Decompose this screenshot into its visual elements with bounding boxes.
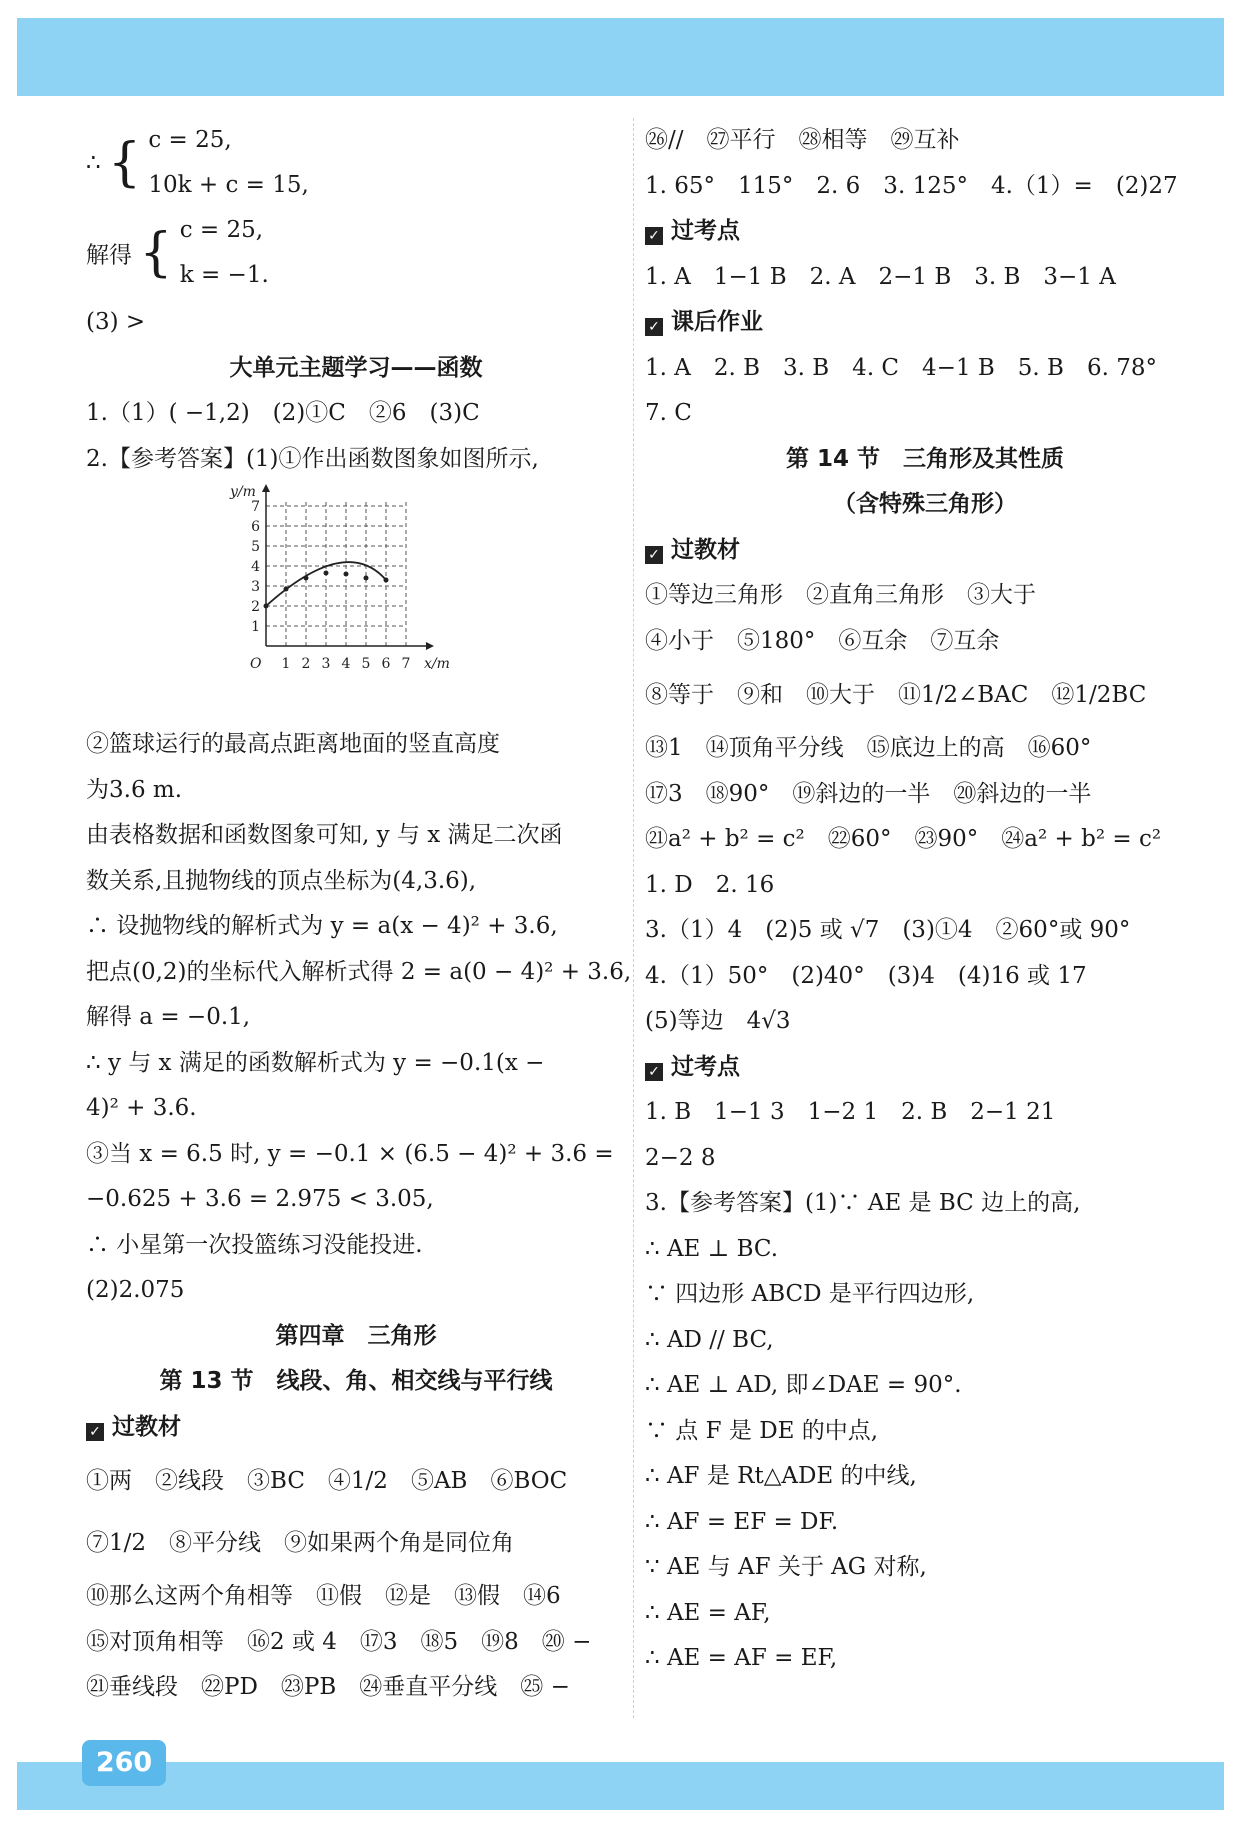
y-tick: 1	[251, 619, 260, 635]
x-tick: 1	[281, 656, 291, 672]
body-line: ②篮球运行的最高点距离地面的竖直高度	[86, 731, 500, 757]
answer-line: 7. C	[645, 400, 692, 426]
x-tick: 7	[401, 656, 411, 672]
section-heading-label: 过考点	[671, 218, 740, 244]
y-tick: 7	[251, 499, 260, 515]
y-tick: 3	[251, 579, 260, 595]
answer-line: ⑦1/2 ⑧平分线 ⑨如果两个角是同位角	[86, 1530, 515, 1556]
answer-line: ⑬1 ⑭顶角平分线 ⑮底边上的高 ⑯60°	[645, 735, 1092, 761]
answer-line: ㉑垂线段 ㉒PD ㉓PB ㉔垂直平分线 ㉕ −	[86, 1674, 570, 1700]
section-14-subtitle: （含特殊三角形）	[833, 491, 1017, 517]
therefore-symbol: ∴	[86, 150, 101, 176]
body-line: 把点(0,2)的坐标代入解析式得 2 = a(0 − 4)² + 3.6,	[86, 958, 632, 985]
section-heading	[645, 1045, 1205, 1091]
checkbox-icon: ✓	[645, 227, 663, 245]
y-tick: 5	[251, 539, 260, 555]
answer-line: ⑮对顶角相等 ⑯2 或 4 ⑰3 ⑱5 ⑲8 ⑳ −	[86, 1628, 592, 1655]
origin-label: O	[250, 656, 262, 672]
body-line: (2)2.075	[86, 1277, 185, 1303]
x-tick: 3	[321, 656, 331, 672]
answer-line: ④小于 ⑤180° ⑥互余 ⑦互余	[645, 627, 1000, 654]
answer-line: ∴ AE = AF = EF,	[645, 1645, 838, 1671]
x-tick: 5	[361, 656, 371, 672]
graph-svg	[226, 482, 456, 717]
answer-line: (5)等边 4√3	[645, 1008, 791, 1034]
x-tick: 6	[381, 656, 391, 672]
footer-band	[17, 1762, 1224, 1810]
body-line: ∴ 小星第一次投篮练习没能投进.	[86, 1231, 423, 1258]
answer-line: 1. 65° 115° 2. 6 3. 125° 4.（1）= (2)27	[645, 172, 1178, 199]
section-heading-label: 过教材	[112, 1413, 181, 1440]
answer-line: 1. B 1−1 3 1−2 1 2. B 2−1 21	[645, 1099, 1056, 1125]
system2-line1: c = 25,	[179, 217, 264, 243]
answer-line: 1. D 2. 16	[645, 871, 775, 898]
answer-line: ∴ AE = AF,	[645, 1599, 771, 1626]
system1-line2: 10k + c = 15,	[148, 172, 309, 198]
section-heading	[645, 528, 1205, 574]
body-line: ∴ y 与 x 满足的函数解析式为 y = −0.1(x −	[86, 1049, 545, 1076]
header-band	[17, 18, 1224, 96]
brace-icon: {	[139, 223, 173, 283]
answer-line: ∴ AF 是 Rt△ADE 的中线,	[645, 1463, 917, 1489]
answer-line: ⑩那么这两个角相等 ⑪假 ⑫是 ⑬假 ⑭6	[86, 1583, 561, 1609]
section-heading-label: 过考点	[671, 1053, 740, 1080]
solve-label: 解得	[86, 242, 132, 269]
body-line: ∴ 设抛物线的解析式为 y = a(x − 4)² + 3.6,	[86, 913, 558, 939]
body-line: ③当 x = 6.5 时, y = −0.1 × (6.5 − 4)² + 3.6 =	[86, 1140, 614, 1167]
answer-line: 1. A 1−1 B 2. A 2−1 B 3. B 3−1 A	[645, 263, 1116, 290]
answer-line: 3.（1）4 (2)5 或 √7 (3)①4 ②60°或 90°	[645, 917, 1131, 943]
x-tick: 2	[301, 656, 311, 672]
column-divider	[633, 118, 634, 1718]
y-tick: 2	[251, 599, 260, 615]
y-tick: 6	[251, 519, 260, 535]
checkbox-icon: ✓	[645, 1063, 663, 1081]
answer-line: ㉖// ㉗平行 ㉘相等 ㉙互补	[645, 127, 960, 153]
answer-line: 2−2 8	[645, 1144, 716, 1171]
answer-line: ∴ AE ⊥ AD, 即∠DAE = 90°.	[645, 1372, 962, 1398]
section-heading	[645, 209, 1205, 255]
x-axis-label: x/m	[424, 656, 450, 672]
question-1: 1.（1）( −1,2) (2)①C ②6 (3)C	[86, 400, 480, 426]
system1-line1: c = 25,	[148, 127, 232, 153]
section-heading	[86, 1405, 626, 1451]
answer-line: 3.【参考答案】(1)∵ AE 是 BC 边上的高,	[645, 1190, 1081, 1216]
section-heading-label: 过教材	[671, 536, 740, 563]
body-line: 4)² + 3.6.	[86, 1095, 197, 1121]
answer-line: ㉑a² + b² = c² ㉒60° ㉓90° ㉔a² + b² = c²	[645, 826, 1162, 852]
answer-line: ⑧等于 ⑨和 ⑩大于 ⑪1/2∠BAC ⑫1/2BC	[645, 682, 1147, 708]
body-line: 由表格数据和函数图象可知, y 与 x 满足二次函	[86, 822, 563, 848]
right-column	[645, 118, 1205, 1682]
answer-line: 4.（1）50° (2)40° (3)4 (4)16 或 17	[645, 962, 1087, 989]
answer-line: ∵ AE 与 AF 关于 AG 对称,	[645, 1554, 927, 1580]
unit-title: 大单元主题学习——函数	[229, 354, 483, 381]
section-heading	[645, 300, 1205, 346]
answer-line: ①等边三角形 ②直角三角形 ③大于	[645, 582, 1036, 608]
section-heading-label: 课后作业	[671, 309, 763, 335]
equation-system-1	[86, 118, 626, 208]
answer-line: ∵ 四边形 ABCD 是平行四边形,	[645, 1281, 975, 1307]
answer-line: ∴ AF = EF = DF.	[645, 1508, 839, 1535]
answer-line: ∵ 点 F 是 DE 的中点,	[645, 1417, 879, 1444]
answer-line: ①两 ②线段 ③BC ④1/2 ⑤AB ⑥BOC	[86, 1468, 568, 1494]
y-tick: 4	[251, 559, 260, 575]
answer-3: (3) >	[86, 309, 146, 335]
question-2: 2.【参考答案】(1)①作出函数图象如图所示,	[86, 445, 539, 472]
left-column	[86, 118, 632, 1711]
body-line: 数关系,且抛物线的顶点坐标为(4,3.6),	[86, 867, 477, 894]
chapter-title: 第四章 三角形	[275, 1322, 437, 1349]
section-14-title: 第 14 节 三角形及其性质	[785, 445, 1065, 472]
body-line: 解得 a = −0.1,	[86, 1004, 251, 1030]
section-13-title: 第 13 节 线段、角、相交线与平行线	[159, 1368, 553, 1394]
body-line: −0.625 + 3.6 = 2.975 < 3.05,	[86, 1186, 434, 1212]
answer-line: 1. A 2. B 3. B 4. C 4−1 B 5. B 6. 78°	[645, 354, 1157, 381]
function-graph	[86, 482, 626, 722]
checkbox-icon: ✓	[645, 546, 663, 564]
answer-line: ∴ AD // BC,	[645, 1326, 774, 1353]
page-number: 260	[82, 1740, 166, 1786]
equation-system-2	[86, 208, 626, 300]
system2-line2: k = −1.	[179, 262, 269, 288]
checkbox-icon: ✓	[645, 318, 663, 336]
checkbox-icon: ✓	[86, 1423, 104, 1441]
x-tick: 4	[341, 656, 351, 672]
answer-line: ∴ AE ⊥ BC.	[645, 1235, 779, 1262]
brace-icon: {	[107, 133, 142, 193]
answer-line: ⑰3 ⑱90° ⑲斜边的一半 ⑳斜边的一半	[645, 780, 1092, 807]
body-line: 为3.6 m.	[86, 776, 183, 803]
y-axis-label: y/m	[230, 484, 256, 500]
